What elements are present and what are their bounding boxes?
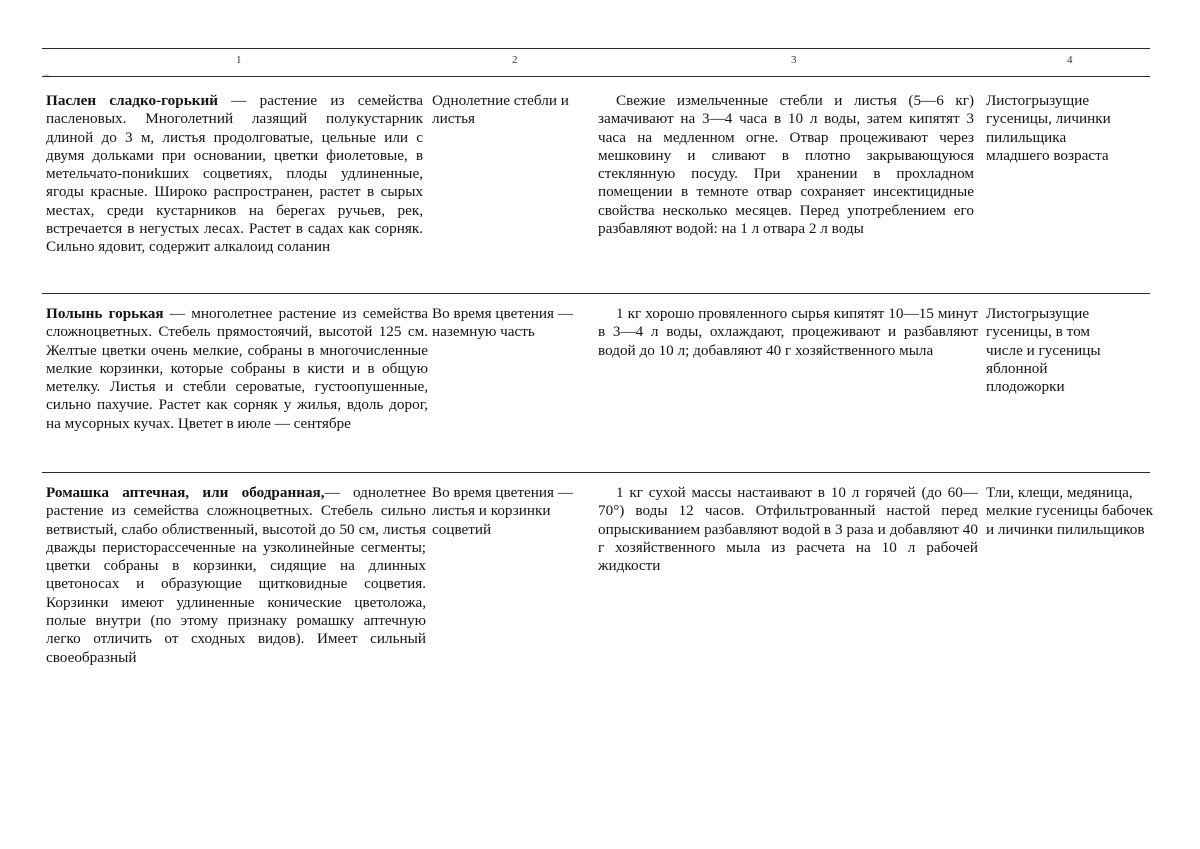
preparation-text: 1 кг хорошо провяленного сырья кипятят 10—15 минут в 3—4 л воды, охлаждают, процеживают и разбавляют водой до 10 л; добавляют 40 г хозяйственного мыла <box>598 305 978 359</box>
target-pests: Листогрызущие гусеницы, личинки пилильщика младшего возраста <box>986 92 1111 164</box>
plant-parts: Во время цветения — листья и корзинки соцветий <box>432 484 573 538</box>
plant-parts: Однолетние стебли и листья <box>432 92 569 128</box>
table-row-2-parts <box>432 305 582 342</box>
target-pests: Листогрызущие гусеницы, в том числе и гусеницы яблонной плодожорки <box>986 305 1101 396</box>
table-top-rule <box>42 48 1150 49</box>
table-row-3-plant <box>46 484 426 667</box>
plant-parts: Во время цветения — наземную часть <box>432 305 573 341</box>
plant-description: — многолетнее растение из семейства сложноцветных. Стебель прямостоячий, высотой 125 см. Желтые цветки очень мелкие, собраны в многочисленные мелкие корзинки, которые собраны в кисти и в общую метелку. Листья и стебли сероватые, густоопушенные, сильно пахучие. Растет как сорняк у жилья, вдоль дорог, на мусорных кучах. Цветет в июле — сентябре <box>46 305 428 432</box>
table-row-1-pests <box>986 92 1114 165</box>
table-row-3-pests <box>986 484 1156 539</box>
column-number-2: 2 <box>512 54 518 66</box>
plant-description: — растение из семейства пасленовых. Многолетний лазящий полукустарник длиной до 3 м, листья продолговатые, цельные или с двумя дольками при основании, цветки фиолетовые, в метельчато-пониkших соцветиях, плоды удлиненные, ягоды красные. Широко распространен, растет в сырых местах, среди кустарников на берегах ручьев, рек, встречается в негустых лесах. Растет в садах как сорняк. Сильно ядовит, содержит алкалоид соланин <box>46 92 423 256</box>
table-row-1-preparation <box>598 92 974 238</box>
row-divider-1 <box>42 293 1150 294</box>
plant-name: Ромашка аптечная, или ободранная, <box>46 484 325 501</box>
target-pests: Тли, клещи, медяница, мелкие гусеницы бабочек и личинки пилильщиков <box>986 484 1154 538</box>
table-row-2-pests <box>986 305 1116 396</box>
plant-name: Паслен сладко-горький <box>46 92 218 109</box>
column-number-1: 1 <box>236 54 242 66</box>
row-divider-2 <box>42 472 1150 473</box>
table-row-2-preparation <box>598 305 978 360</box>
header-bottom-rule <box>42 76 1150 77</box>
table-row-3-preparation <box>598 484 978 575</box>
table-row-1-plant <box>46 92 423 257</box>
plant-description: — однолетнее растение из семейства сложноцветных. Стебель сильно ветвистый, слабо облиственный, высотой до 50 см, листья дважды перисторассеченные на узколинейные сегменты; цветки собраны в корзинки, сидящие на длинных цветоносах и образующие щитковидные соцветия. Корзинки имеют удлиненные конические цветоложа, полые внутри (по этому признаку ромашку аптечную легко отличить от сходных видов). Имеет сильный своеобразный <box>46 484 426 666</box>
preparation-text: Свежие измельченные стебли и листья (5—6 кг) замачивают на 3—4 часа в 10 л воды, затем кипятят 3 часа на медленном огне. Отвар процеживают через мешковину и сливают в плотно закрывающуюся стеклянную посуду. При хранении в прохладном помещении в темноте отвар сохраняет инсектицидные свойства несколько месяцев. Перед употреблением его разбавляют водой: на 1 л отвара 2 л воды <box>598 92 974 238</box>
table-row-1-parts <box>432 92 582 129</box>
column-number-3: 3 <box>791 54 797 66</box>
table-row-3-parts <box>432 484 588 539</box>
table-row-2-plant <box>46 305 428 433</box>
plant-name: Полынь горькая <box>46 305 164 322</box>
header-mark: ⌐ <box>44 70 50 80</box>
preparation-text: 1 кг сухой массы настаивают в 10 л горячей (до 60—70°) воды 12 часов. Отфильтрованный настой перед опрыскиванием разбавляют водой в 3 раза и добавляют 40 г хозяйственного мыла из расчета на 10 л рабочей жидкости <box>598 484 978 575</box>
column-number-4: 4 <box>1067 54 1073 66</box>
